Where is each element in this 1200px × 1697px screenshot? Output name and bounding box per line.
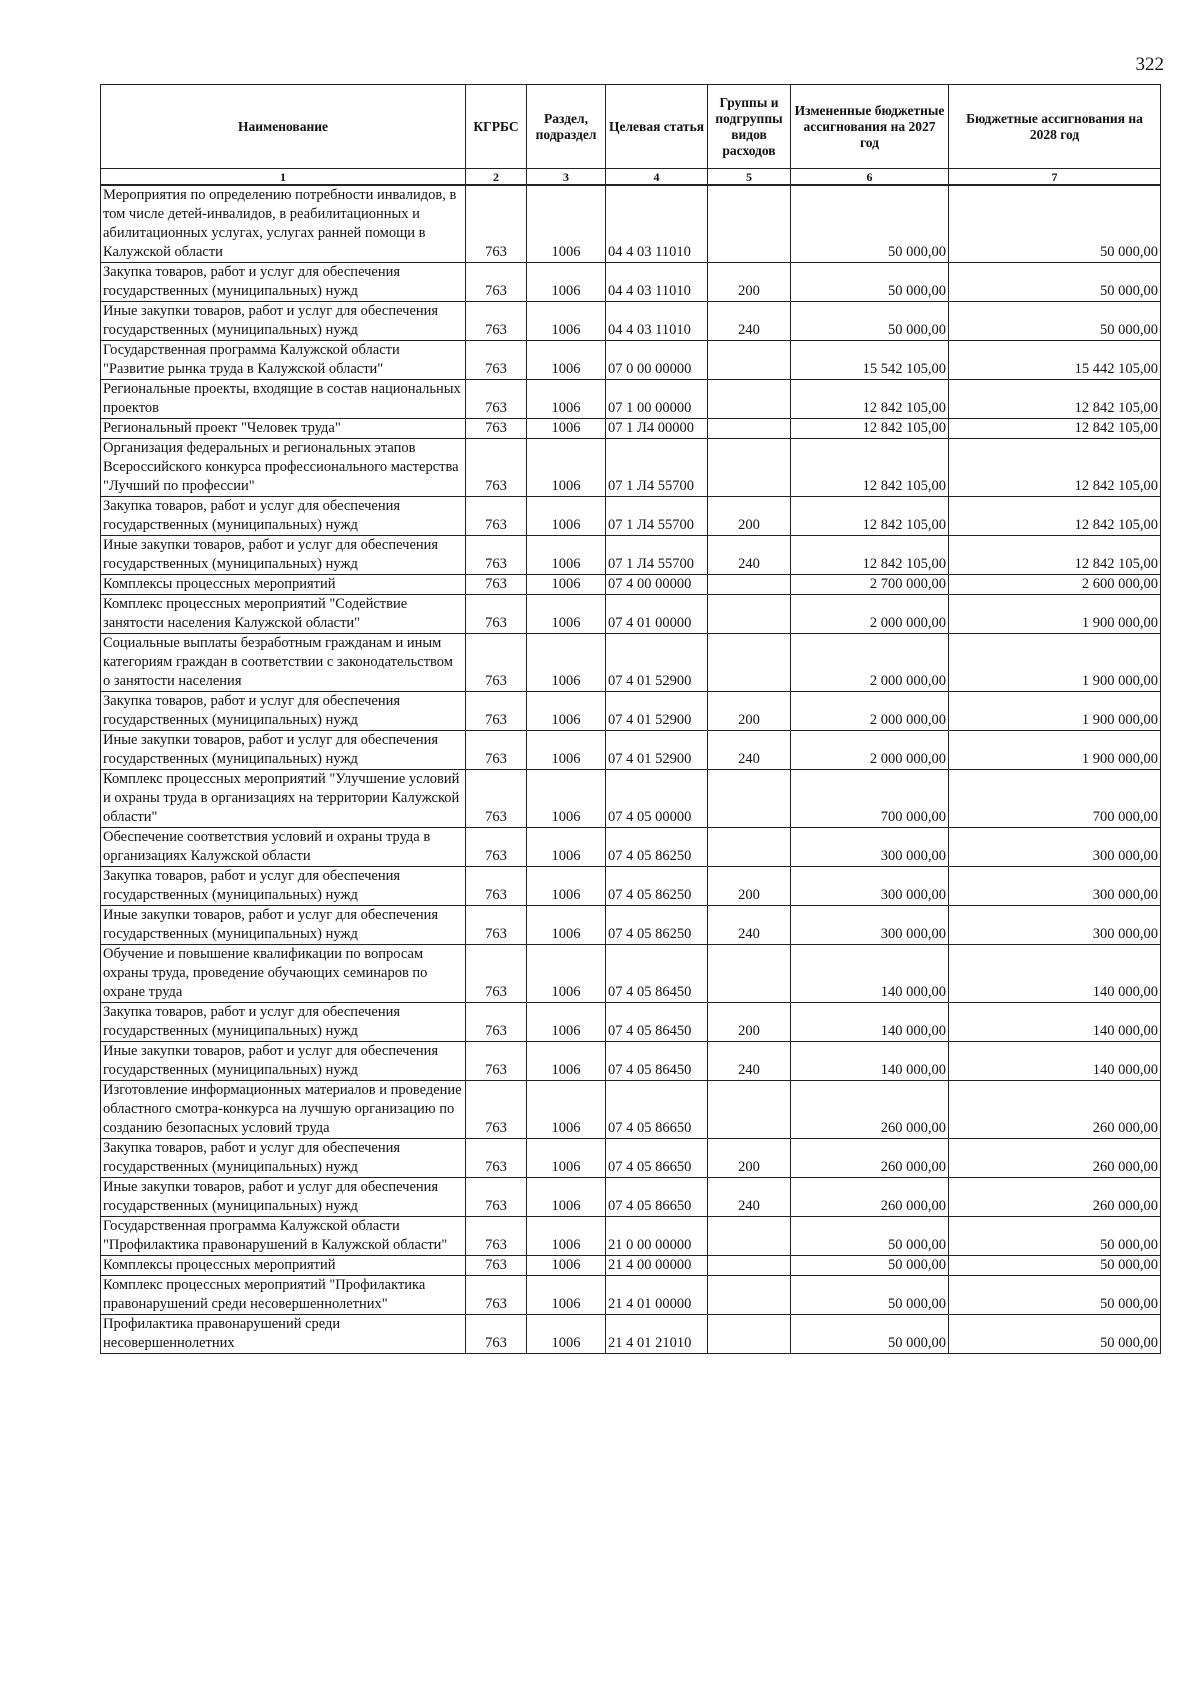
row-group <box>708 575 791 595</box>
row-section: 1006 <box>527 1276 606 1315</box>
row-amount-2028: 300 000,00 <box>949 867 1161 906</box>
row-kgrbs: 763 <box>466 1081 527 1139</box>
row-kgrbs: 763 <box>466 867 527 906</box>
row-kgrbs: 763 <box>466 302 527 341</box>
row-name: Закупка товаров, работ и услуг для обеспечения государственных (муниципальных) нужд <box>101 497 466 536</box>
row-kgrbs: 763 <box>466 634 527 692</box>
row-amount-2027: 260 000,00 <box>791 1178 949 1217</box>
row-amount-2028: 1 900 000,00 <box>949 634 1161 692</box>
row-target: 07 4 05 86450 <box>606 945 708 1003</box>
row-name: Иные закупки товаров, работ и услуг для обеспечения государственных (муниципальных) нужд <box>101 1178 466 1217</box>
table-row <box>101 634 1161 692</box>
row-kgrbs: 763 <box>466 770 527 828</box>
row-amount-2027: 12 842 105,00 <box>791 419 949 439</box>
row-kgrbs: 763 <box>466 906 527 945</box>
row-name: Иные закупки товаров, работ и услуг для обеспечения государственных (муниципальных) нужд <box>101 731 466 770</box>
row-target: 07 4 05 86450 <box>606 1003 708 1042</box>
row-target: 07 1 00 00000 <box>606 380 708 419</box>
table-row <box>101 595 1161 634</box>
table-row <box>101 1315 1161 1354</box>
column-index-row <box>101 169 1161 186</box>
row-target: 07 1 Л4 55700 <box>606 439 708 497</box>
row-kgrbs: 763 <box>466 263 527 302</box>
table-row <box>101 1139 1161 1178</box>
table-row <box>101 497 1161 536</box>
row-section: 1006 <box>527 595 606 634</box>
row-name: Комплекс процессных мероприятий "Содействие занятости населения Калужской области" <box>101 595 466 634</box>
table-row <box>101 1081 1161 1139</box>
row-name: Иные закупки товаров, работ и услуг для обеспечения государственных (муниципальных) нужд <box>101 302 466 341</box>
row-kgrbs: 763 <box>466 1042 527 1081</box>
row-amount-2028: 15 442 105,00 <box>949 341 1161 380</box>
row-amount-2028: 1 900 000,00 <box>949 731 1161 770</box>
row-target: 21 4 01 21010 <box>606 1315 708 1354</box>
row-name: Иные закупки товаров, работ и услуг для обеспечения государственных (муниципальных) нужд <box>101 536 466 575</box>
table-row <box>101 575 1161 595</box>
row-amount-2028: 50 000,00 <box>949 263 1161 302</box>
column-index: 2 <box>466 169 527 186</box>
row-amount-2027: 50 000,00 <box>791 1217 949 1256</box>
row-group <box>708 1217 791 1256</box>
row-target: 21 4 01 00000 <box>606 1276 708 1315</box>
row-amount-2027: 2 000 000,00 <box>791 634 949 692</box>
table-row <box>101 1178 1161 1217</box>
row-target: 07 4 05 86650 <box>606 1178 708 1217</box>
row-amount-2028: 300 000,00 <box>949 906 1161 945</box>
row-target: 04 4 03 11010 <box>606 302 708 341</box>
row-target: 04 4 03 11010 <box>606 185 708 263</box>
row-kgrbs: 763 <box>466 595 527 634</box>
column-index: 6 <box>791 169 949 186</box>
row-section: 1006 <box>527 828 606 867</box>
row-kgrbs: 763 <box>466 1003 527 1042</box>
header-groups: Группы и подгруппы видов расходов <box>708 85 791 169</box>
row-section: 1006 <box>527 536 606 575</box>
row-name: Комплексы процессных мероприятий <box>101 575 466 595</box>
row-group: 240 <box>708 1042 791 1081</box>
row-kgrbs: 763 <box>466 341 527 380</box>
table-row <box>101 419 1161 439</box>
row-group: 240 <box>708 302 791 341</box>
table-row <box>101 867 1161 906</box>
row-name: Организация федеральных и региональных этапов Всероссийского конкурса профессионального мастерства "Лучший по профессии" <box>101 439 466 497</box>
row-name: Иные закупки товаров, работ и услуг для обеспечения государственных (муниципальных) нужд <box>101 1042 466 1081</box>
row-name: Закупка товаров, работ и услуг для обеспечения государственных (муниципальных) нужд <box>101 1003 466 1042</box>
row-group <box>708 1315 791 1354</box>
table-row <box>101 380 1161 419</box>
table-row <box>101 341 1161 380</box>
table-row <box>101 263 1161 302</box>
row-amount-2028: 300 000,00 <box>949 828 1161 867</box>
row-amount-2028: 1 900 000,00 <box>949 692 1161 731</box>
row-name: Региональные проекты, входящие в состав национальных проектов <box>101 380 466 419</box>
row-section: 1006 <box>527 1256 606 1276</box>
row-target: 21 0 00 00000 <box>606 1217 708 1256</box>
row-section: 1006 <box>527 867 606 906</box>
row-section: 1006 <box>527 1139 606 1178</box>
row-amount-2027: 12 842 105,00 <box>791 380 949 419</box>
row-group <box>708 595 791 634</box>
row-section: 1006 <box>527 692 606 731</box>
row-group: 200 <box>708 1003 791 1042</box>
row-group: 240 <box>708 731 791 770</box>
row-name: Изготовление информационных материалов и проведение областного смотра-конкурса на лучшую организацию по созданию безопасных условий труда <box>101 1081 466 1139</box>
row-group: 200 <box>708 1139 791 1178</box>
header-amount-2028: Бюджетные ассигнования на 2028 год <box>949 85 1161 169</box>
row-amount-2028: 700 000,00 <box>949 770 1161 828</box>
row-group: 240 <box>708 1178 791 1217</box>
row-section: 1006 <box>527 1315 606 1354</box>
row-amount-2028: 50 000,00 <box>949 1315 1161 1354</box>
row-amount-2027: 300 000,00 <box>791 906 949 945</box>
row-kgrbs: 763 <box>466 731 527 770</box>
row-amount-2027: 12 842 105,00 <box>791 536 949 575</box>
budget-table <box>100 84 1161 1354</box>
row-kgrbs: 763 <box>466 497 527 536</box>
row-amount-2028: 12 842 105,00 <box>949 497 1161 536</box>
row-amount-2027: 260 000,00 <box>791 1081 949 1139</box>
header-section: Раздел, подраздел <box>527 85 606 169</box>
table-row <box>101 302 1161 341</box>
column-index: 3 <box>527 169 606 186</box>
row-section: 1006 <box>527 731 606 770</box>
row-group: 200 <box>708 497 791 536</box>
row-target: 07 4 05 86250 <box>606 906 708 945</box>
row-section: 1006 <box>527 1003 606 1042</box>
row-kgrbs: 763 <box>466 439 527 497</box>
row-target: 07 4 05 00000 <box>606 770 708 828</box>
row-kgrbs: 763 <box>466 692 527 731</box>
table-row <box>101 1217 1161 1256</box>
row-name: Закупка товаров, работ и услуг для обеспечения государственных (муниципальных) нужд <box>101 867 466 906</box>
row-amount-2028: 12 842 105,00 <box>949 380 1161 419</box>
row-target: 07 4 01 52900 <box>606 731 708 770</box>
row-group <box>708 634 791 692</box>
row-amount-2027: 2 000 000,00 <box>791 692 949 731</box>
row-section: 1006 <box>527 341 606 380</box>
column-index: 5 <box>708 169 791 186</box>
row-amount-2027: 260 000,00 <box>791 1139 949 1178</box>
row-amount-2028: 260 000,00 <box>949 1178 1161 1217</box>
row-amount-2027: 50 000,00 <box>791 302 949 341</box>
column-index: 7 <box>949 169 1161 186</box>
row-amount-2027: 140 000,00 <box>791 1003 949 1042</box>
row-kgrbs: 763 <box>466 1178 527 1217</box>
row-target: 04 4 03 11010 <box>606 263 708 302</box>
row-name: Государственная программа Калужской области "Развитие рынка труда в Калужской области" <box>101 341 466 380</box>
row-target: 07 4 01 52900 <box>606 634 708 692</box>
row-kgrbs: 763 <box>466 828 527 867</box>
row-amount-2027: 50 000,00 <box>791 263 949 302</box>
row-amount-2027: 50 000,00 <box>791 1315 949 1354</box>
row-amount-2027: 700 000,00 <box>791 770 949 828</box>
table-row <box>101 731 1161 770</box>
row-group <box>708 828 791 867</box>
row-group <box>708 185 791 263</box>
row-target: 07 1 Л4 00000 <box>606 419 708 439</box>
row-name: Закупка товаров, работ и услуг для обеспечения государственных (муниципальных) нужд <box>101 1139 466 1178</box>
row-kgrbs: 763 <box>466 1276 527 1315</box>
header-name: Наименование <box>101 85 466 169</box>
row-kgrbs: 763 <box>466 1217 527 1256</box>
row-group <box>708 439 791 497</box>
table-row <box>101 1003 1161 1042</box>
row-section: 1006 <box>527 439 606 497</box>
row-kgrbs: 763 <box>466 1139 527 1178</box>
row-amount-2028: 12 842 105,00 <box>949 439 1161 497</box>
table-row <box>101 828 1161 867</box>
row-amount-2027: 50 000,00 <box>791 1256 949 1276</box>
row-amount-2028: 12 842 105,00 <box>949 419 1161 439</box>
row-target: 07 1 Л4 55700 <box>606 536 708 575</box>
table-row <box>101 770 1161 828</box>
row-group <box>708 945 791 1003</box>
row-group: 240 <box>708 536 791 575</box>
row-amount-2028: 1 900 000,00 <box>949 595 1161 634</box>
row-section: 1006 <box>527 770 606 828</box>
row-target: 07 4 05 86650 <box>606 1139 708 1178</box>
row-group: 240 <box>708 906 791 945</box>
row-target: 07 4 01 00000 <box>606 595 708 634</box>
row-target: 21 4 00 00000 <box>606 1256 708 1276</box>
row-target: 07 1 Л4 55700 <box>606 497 708 536</box>
row-amount-2027: 300 000,00 <box>791 867 949 906</box>
row-amount-2028: 50 000,00 <box>949 1217 1161 1256</box>
row-kgrbs: 763 <box>466 185 527 263</box>
row-section: 1006 <box>527 185 606 263</box>
table-row <box>101 1256 1161 1276</box>
row-group <box>708 1256 791 1276</box>
row-section: 1006 <box>527 1217 606 1256</box>
row-amount-2027: 50 000,00 <box>791 185 949 263</box>
row-name: Закупка товаров, работ и услуг для обеспечения государственных (муниципальных) нужд <box>101 692 466 731</box>
row-name: Комплексы процессных мероприятий <box>101 1256 466 1276</box>
row-amount-2027: 140 000,00 <box>791 945 949 1003</box>
row-amount-2027: 50 000,00 <box>791 1276 949 1315</box>
row-group <box>708 380 791 419</box>
row-target: 07 4 00 00000 <box>606 575 708 595</box>
row-amount-2027: 12 842 105,00 <box>791 439 949 497</box>
row-group: 200 <box>708 692 791 731</box>
row-amount-2028: 140 000,00 <box>949 945 1161 1003</box>
header-amount-2027: Измененные бюджетные ассигнования на 2027 год <box>791 85 949 169</box>
row-name: Социальные выплаты безработным гражданам и иным категориям граждан в соответствии с законодательством о занятости населения <box>101 634 466 692</box>
header-target: Целевая статья <box>606 85 708 169</box>
row-section: 1006 <box>527 1042 606 1081</box>
row-section: 1006 <box>527 906 606 945</box>
row-amount-2027: 2 000 000,00 <box>791 731 949 770</box>
row-name: Комплекс процессных мероприятий "Профилактика правонарушений среди несовершеннолетних" <box>101 1276 466 1315</box>
row-amount-2028: 140 000,00 <box>949 1042 1161 1081</box>
row-amount-2027: 12 842 105,00 <box>791 497 949 536</box>
table-row <box>101 945 1161 1003</box>
page-number: 322 <box>1135 54 1164 75</box>
column-index: 4 <box>606 169 708 186</box>
table-row <box>101 185 1161 263</box>
row-name: Закупка товаров, работ и услуг для обеспечения государственных (муниципальных) нужд <box>101 263 466 302</box>
row-group <box>708 341 791 380</box>
row-section: 1006 <box>527 497 606 536</box>
row-section: 1006 <box>527 575 606 595</box>
row-kgrbs: 763 <box>466 536 527 575</box>
row-name: Обучение и повышение квалификации по вопросам охраны труда, проведение обучающих семинаров по охране труда <box>101 945 466 1003</box>
row-target: 07 4 05 86250 <box>606 828 708 867</box>
row-amount-2028: 260 000,00 <box>949 1139 1161 1178</box>
row-amount-2027: 15 542 105,00 <box>791 341 949 380</box>
column-index: 1 <box>101 169 466 186</box>
table-row <box>101 906 1161 945</box>
row-kgrbs: 763 <box>466 380 527 419</box>
row-amount-2028: 50 000,00 <box>949 1256 1161 1276</box>
row-kgrbs: 763 <box>466 945 527 1003</box>
row-name: Профилактика правонарушений среди несовершеннолетних <box>101 1315 466 1354</box>
row-amount-2028: 2 600 000,00 <box>949 575 1161 595</box>
row-group: 200 <box>708 263 791 302</box>
row-name: Мероприятия по определению потребности инвалидов, в том числе детей-инвалидов, в реабилитационных и абилитационных услугах, услугах ранней помощи в Калужской области <box>101 185 466 263</box>
row-name: Региональный проект "Человек труда" <box>101 419 466 439</box>
row-name: Комплекс процессных мероприятий "Улучшение условий и охраны труда в организациях на территории Калужской области" <box>101 770 466 828</box>
row-kgrbs: 763 <box>466 1315 527 1354</box>
row-name: Иные закупки товаров, работ и услуг для обеспечения государственных (муниципальных) нужд <box>101 906 466 945</box>
row-section: 1006 <box>527 945 606 1003</box>
row-kgrbs: 763 <box>466 575 527 595</box>
row-amount-2028: 50 000,00 <box>949 1276 1161 1315</box>
header-kgrbs: КГРБС <box>466 85 527 169</box>
row-group <box>708 1276 791 1315</box>
row-amount-2028: 140 000,00 <box>949 1003 1161 1042</box>
row-amount-2027: 2 000 000,00 <box>791 595 949 634</box>
table-row <box>101 439 1161 497</box>
row-name: Обеспечение соответствия условий и охраны труда в организациях Калужской области <box>101 828 466 867</box>
table-row <box>101 536 1161 575</box>
row-amount-2027: 300 000,00 <box>791 828 949 867</box>
row-section: 1006 <box>527 380 606 419</box>
row-section: 1006 <box>527 1178 606 1217</box>
row-target: 07 4 05 86650 <box>606 1081 708 1139</box>
row-amount-2027: 140 000,00 <box>791 1042 949 1081</box>
row-amount-2028: 12 842 105,00 <box>949 536 1161 575</box>
table-row <box>101 692 1161 731</box>
table-row <box>101 1042 1161 1081</box>
row-section: 1006 <box>527 634 606 692</box>
row-section: 1006 <box>527 1081 606 1139</box>
row-section: 1006 <box>527 263 606 302</box>
row-amount-2028: 50 000,00 <box>949 302 1161 341</box>
row-amount-2027: 2 700 000,00 <box>791 575 949 595</box>
row-kgrbs: 763 <box>466 1256 527 1276</box>
row-kgrbs: 763 <box>466 419 527 439</box>
table-body <box>101 185 1161 1354</box>
row-amount-2028: 260 000,00 <box>949 1081 1161 1139</box>
row-target: 07 4 05 86250 <box>606 867 708 906</box>
row-name: Государственная программа Калужской области "Профилактика правонарушений в Калужской области" <box>101 1217 466 1256</box>
row-target: 07 0 00 00000 <box>606 341 708 380</box>
row-group <box>708 770 791 828</box>
table-row <box>101 1276 1161 1315</box>
row-target: 07 4 01 52900 <box>606 692 708 731</box>
row-group: 200 <box>708 867 791 906</box>
row-group <box>708 419 791 439</box>
row-target: 07 4 05 86450 <box>606 1042 708 1081</box>
row-section: 1006 <box>527 302 606 341</box>
row-amount-2028: 50 000,00 <box>949 185 1161 263</box>
header-row <box>101 85 1161 169</box>
row-group <box>708 1081 791 1139</box>
row-section: 1006 <box>527 419 606 439</box>
